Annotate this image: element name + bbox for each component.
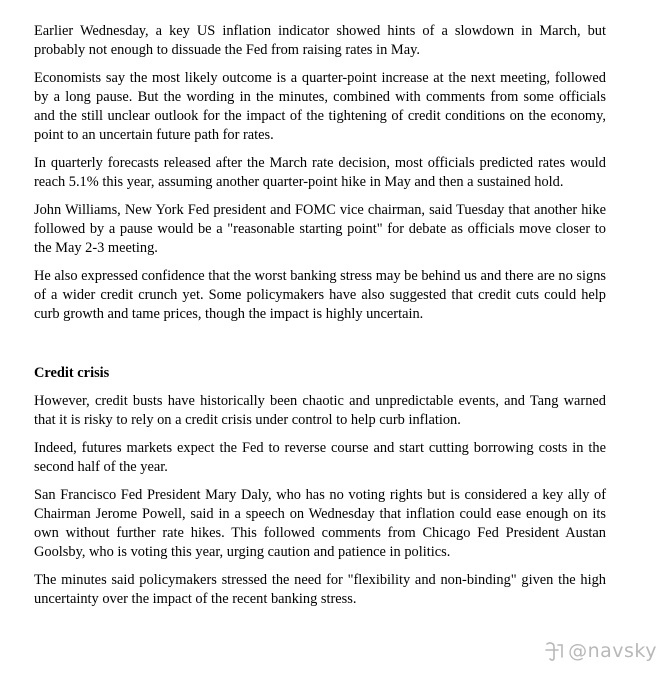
article-paragraph: In quarterly forecasts released after the March rate decision, most officials predicted rates would reach 5.1% this year, assuming another quarter-point hike in May and then a sustained hold.	[34, 155, 606, 190]
article-paragraph: However, credit busts have historically been chaotic and unpredictable events, and Tang warned that it is risky to rely on a credit crisis under control to help curb inflation.	[34, 393, 606, 428]
watermark	[544, 640, 657, 662]
article-body	[34, 22, 606, 618]
article-paragraph: The minutes said policymakers stressed the need for "flexibility and non-binding" given the high uncertainty over the impact of the recent banking stress.	[34, 572, 606, 607]
article-paragraph: John Williams, New York Fed president and FOMC vice chairman, said Tuesday that another hike followed by a pause would be a "reasonable starting point" for debate as officials move closer to the May 2-3 meeting.	[34, 202, 606, 256]
watermark-handle: @navsky	[568, 640, 657, 662]
section-heading: Credit crisis	[34, 365, 110, 381]
article-paragraph: Earlier Wednesday, a key US inflation indicator showed hints of a slowdown in March, but probably not enough to dissuade the Fed from raising rates in May.	[34, 23, 606, 58]
article-paragraph: He also expressed confidence that the worst banking stress may be behind us and there are no signs of a wider credit crunch yet. Some policymakers have also suggested that credit cuts could help curb growth and tame prices, though the impact is highly uncertain.	[34, 268, 606, 322]
article-paragraph: Indeed, futures markets expect the Fed to reverse course and start cutting borrowing costs in the second half of the year.	[34, 440, 606, 475]
zhihu-logo-icon	[544, 640, 564, 662]
article-paragraph: Economists say the most likely outcome is a quarter-point increase at the next meeting, followed by a long pause. But the wording in the minutes, combined with comments from some officials and the still unclear outlook for the impact of the tightening of credit conditions on the economy, point to an uncertain future path for rates.	[34, 70, 606, 143]
article-paragraph: San Francisco Fed President Mary Daly, who has no voting rights but is considered a key ally of Chairman Jerome Powell, said in a speech on Wednesday that inflation could ease enough on its own without further rate hikes. This followed comments from Chicago Fed President Austan Goolsby, who is voting this year, urging caution and patience in politics.	[34, 487, 606, 560]
